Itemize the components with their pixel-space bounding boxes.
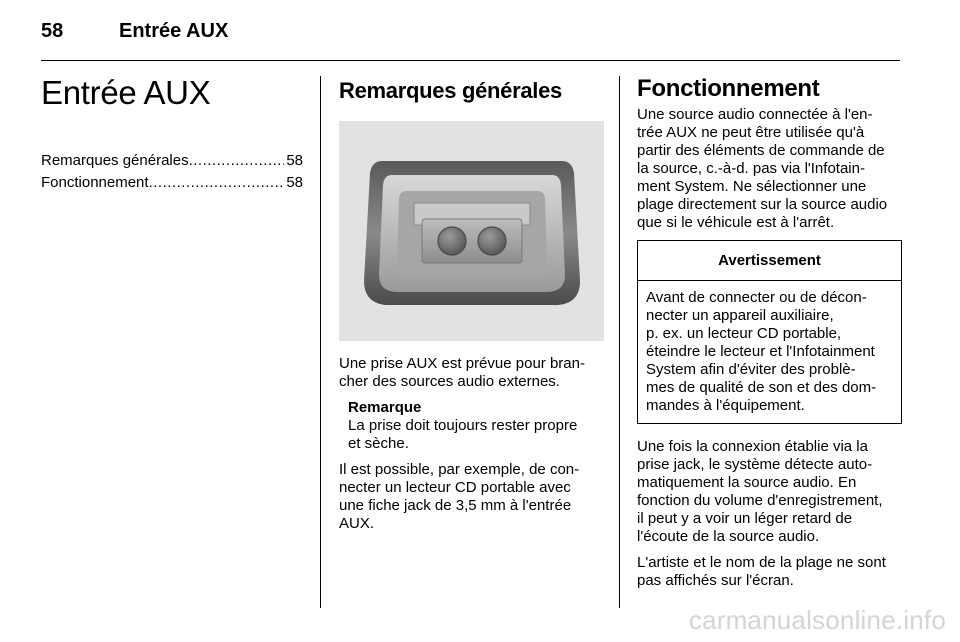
- column-divider-1: [320, 76, 321, 608]
- aux-socket-icon: [352, 141, 592, 321]
- warning-box: [637, 240, 902, 424]
- paragraph-example: Il est possible, par exemple, de con- necter un lecteur CD portable avec une fiche jack de 3,5 mm à l'entrée AUX.: [339, 461, 580, 532]
- paragraph-detection: Une fois la connexion établie via la prise jack, le système détecte auto- matiquement la source audio. En fonction du volume d'enregistrement, il peut y a voir un léger retard de l'écoute de la source audio.: [637, 438, 883, 545]
- toc-label: Remarques générales: [41, 152, 189, 169]
- warning-text: Avant de connecter ou de décon- necter un appareil auxiliaire, p. ex. un lecteur CD portable, éteindre le lecteur et l'Infotainment System afin d'éviter des problè- mes de qualité de son et des dom- mandes à l'équipement.: [646, 289, 877, 414]
- header-rule: [41, 60, 900, 61]
- aux-socket-figure: [339, 121, 604, 341]
- note-text: La prise doit toujours rester propre et sèche.: [348, 417, 578, 452]
- section-title-remarques: Remarques générales: [339, 78, 562, 103]
- page-number: 58: [41, 20, 64, 42]
- section-title-fonctionnement: Fonctionnement: [637, 75, 820, 102]
- toc-leader: [189, 150, 285, 172]
- toc-leader: [149, 172, 285, 194]
- paragraph-aux-intro: Une prise AUX est prévue pour bran- cher des sources audio externes.: [339, 355, 585, 390]
- chapter-title: Entrée AUX: [41, 74, 211, 111]
- watermark: carmanualsonline.info: [688, 605, 946, 635]
- toc-label: Fonctionnement: [41, 174, 149, 191]
- left-column: [41, 76, 303, 194]
- middle-column: [339, 76, 604, 533]
- table-of-contents: [41, 150, 303, 194]
- note-title: Remarque: [348, 399, 422, 416]
- paragraph-operation: Une source audio connectée à l'en- trée AUX ne peut être utilisée qu'à partir des éléments de commande de la source, c.-à-d. pas via l'Infotain- ment System. Ne sélectionner une plage directement sur la source audio que si le véhicule est à l'arrêt.: [637, 106, 888, 231]
- toc-entry-fonctionnement[interactable]: [41, 172, 303, 194]
- toc-entry-remarques[interactable]: [41, 150, 303, 172]
- toc-page: 58: [286, 174, 303, 191]
- warning-title: Avertissement: [638, 241, 901, 281]
- paragraph-display: L'artiste et le nom de la plage ne sont pas affichés sur l'écran.: [637, 554, 886, 589]
- page-header: [41, 20, 228, 46]
- right-column: [637, 76, 902, 590]
- column-divider-2: [619, 76, 620, 608]
- header-title: Entrée AUX: [119, 20, 229, 42]
- note-box: [339, 399, 604, 453]
- toc-page: 58: [286, 152, 303, 169]
